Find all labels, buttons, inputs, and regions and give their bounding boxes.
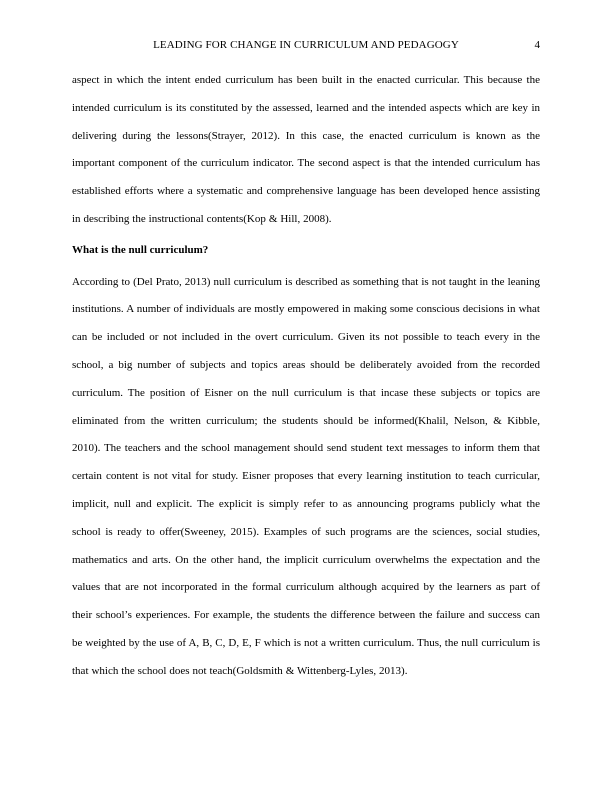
paragraph-intended-curriculum: aspect in which the intent ended curriculum has been built in the enacted curricular. This because the intended curriculum is its constituted by the assessed, learned and the intended aspects which are key in delivering during the lessons(Strayer, 2012). In this case, the enacted curriculum is known as the important component of the curriculum indicator. The second aspect is that the intended curriculum has established efforts where a systematic and comprehensive language has been developed hence assisting in describing the instructional contents(Kop & Hill, 2008). bbox=[72, 74, 540, 225]
body-text bbox=[72, 67, 540, 686]
paragraph-null-curriculum: According to (Del Prato, 2013) null curriculum is described as something that is not taught in the leaning institutions. A number of individuals are mostly empowered in making some conscious decisions in what can be included or not included in the overt curriculum. Given its not possible to teach every in the school, a big number of subjects and topics areas should be deliberately avoided from the recorded curriculum. The position of Eisner on the null curriculum is that incase these subjects or topics are eliminated from the written curriculum; the students should be informed(Khalil, Nelson, & Kibble, 2010). The teachers and the school management should send student text messages to inform them that certain content is not vital for study. Eisner proposes that every learning institution to teach curricular, implicit, null and explicit. The explicit is simply refer to as announcing programs publicly what the school is ready to offer(Sweeney, 2015). Examples of such programs are the sciences, social studies, mathematics and arts. On the other hand, the implicit curriculum overwhelms the expectation and the values that are not incorporated in the formal curriculum although acquired by the learners as part of their school’s experiences. For example, the students the difference between the failure and success can be weighted by the use of A, B, C, D, E, F which is not a written curriculum. Thus, the null curriculum is that which the school does not teach(Goldsmith & Wittenberg-Lyles, 2013). bbox=[72, 275, 540, 677]
page-number: 4 bbox=[534, 39, 540, 51]
running-header bbox=[72, 37, 540, 53]
section-heading-null-curriculum: What is the null curriculum? bbox=[72, 243, 209, 256]
running-head-title: LEADING FOR CHANGE IN CURRICULUM AND PEDAGOGY bbox=[153, 39, 459, 51]
